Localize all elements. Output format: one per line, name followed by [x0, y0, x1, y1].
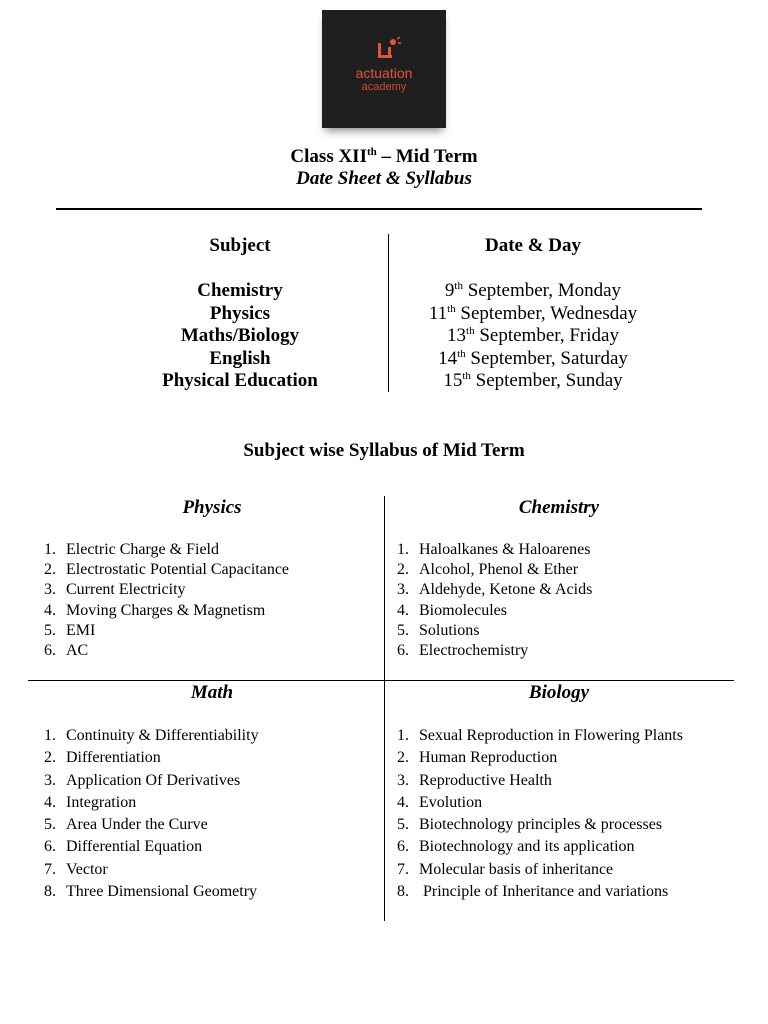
- topic-number: 8.: [397, 883, 409, 901]
- topic-number: 8.: [44, 883, 56, 901]
- date-ordinal-suffix: th: [454, 280, 463, 292]
- topic-item: [397, 621, 592, 641]
- topic-text: Differential Equation: [66, 838, 203, 856]
- topic-item: [44, 621, 289, 641]
- topic-text: Area Under the Curve: [66, 816, 208, 834]
- topic-text: Principle of Inheritance and variations: [419, 883, 669, 901]
- date-sheet-subject: English: [209, 347, 271, 369]
- date-day-number: 9: [444, 280, 455, 301]
- title-suffix: – Mid Term: [376, 146, 478, 167]
- date-sheet-date: [388, 370, 678, 393]
- topic-number: 7.: [397, 860, 409, 878]
- topic-number: 2.: [397, 749, 409, 767]
- date-month-weekday: September, Sunday: [470, 370, 623, 391]
- topic-number: 4.: [44, 793, 56, 811]
- topic-item: [397, 747, 683, 769]
- topic-item: [44, 792, 259, 814]
- syllabus-title: Subject wise Syllabus of Mid Term: [243, 440, 525, 461]
- date-sheet-subject-column: [90, 280, 390, 393]
- topic-text: Solutions: [419, 621, 480, 639]
- topic-item: [397, 814, 683, 836]
- topic-item: [397, 540, 592, 560]
- topic-item: [44, 859, 259, 881]
- topic-number: 4.: [397, 793, 409, 811]
- topic-item: [397, 881, 683, 903]
- syllabus-horizontal-divider: [28, 680, 734, 681]
- topic-number: 2.: [397, 561, 409, 579]
- topic-text: Haloalkanes & Haloarenes: [419, 541, 591, 558]
- date-day-number: 15: [443, 370, 463, 391]
- topic-number: 5.: [44, 816, 56, 834]
- date-sheet-subject: Physical Education: [162, 370, 318, 391]
- topic-number: 6.: [44, 642, 56, 660]
- biology-topic-list: [397, 725, 683, 903]
- topic-text: Biotechnology principles & processes: [419, 816, 663, 834]
- topic-text: Application Of Derivatives: [66, 771, 241, 789]
- topic-item: [44, 540, 289, 560]
- topic-text: Vector: [66, 860, 108, 878]
- chemistry-topic-list: [397, 540, 592, 661]
- math-topic-list: [44, 725, 259, 903]
- topic-item: [397, 580, 592, 600]
- topic-text: Molecular basis of inheritance: [419, 860, 614, 878]
- topic-item: [44, 725, 259, 747]
- topic-number: 1.: [44, 541, 56, 558]
- topic-number: 5.: [397, 621, 409, 639]
- date-sheet-date: [388, 348, 678, 371]
- date-month-weekday: September, Monday: [462, 280, 622, 301]
- topic-number: 3.: [44, 771, 56, 789]
- topic-number: 3.: [44, 581, 56, 599]
- topic-item: [44, 836, 259, 858]
- topic-text: Human Reproduction: [419, 749, 558, 767]
- date-sheet-subject: Maths/Biology: [180, 325, 300, 346]
- academy-logo: [322, 10, 446, 128]
- date-sheet-date: [388, 325, 678, 348]
- date-month-weekday: September, Friday: [474, 325, 619, 346]
- date-sheet-date-column: [388, 280, 678, 393]
- date-sheet-date-header: Date & Day: [484, 235, 582, 256]
- page-title: [0, 146, 768, 168]
- date-month-weekday: September, Saturday: [465, 347, 628, 369]
- topic-text: Electric Charge & Field: [66, 541, 219, 558]
- topic-item: [44, 747, 259, 769]
- topic-number: 2.: [44, 749, 56, 767]
- topic-number: 1.: [44, 727, 56, 744]
- date-sheet-subject: Physics: [209, 302, 271, 324]
- date-day-number: 14: [438, 347, 458, 369]
- logo-name: actuation: [355, 65, 413, 81]
- topic-text: Biotechnology and its application: [419, 838, 635, 856]
- topic-text: Current Electricity: [66, 581, 186, 599]
- topic-text: EMI: [66, 621, 96, 639]
- topic-item: [397, 792, 683, 814]
- topic-text: Alcohol, Phenol & Ether: [419, 561, 579, 579]
- logo-subtitle: academy: [361, 81, 407, 93]
- topic-number: 5.: [44, 621, 56, 639]
- physics-heading: Physics: [182, 497, 242, 518]
- topic-number: 6.: [44, 838, 56, 856]
- topic-item: [44, 814, 259, 836]
- date-ordinal-suffix: th: [466, 325, 475, 337]
- topic-number: 4.: [44, 601, 56, 619]
- math-heading: Math: [190, 682, 234, 703]
- physics-topic-list: [44, 540, 289, 661]
- topic-text: Aldehyde, Ketone & Acids: [419, 581, 593, 599]
- date-sheet-subject: Chemistry: [197, 280, 283, 301]
- date-month-weekday: September, Wednesday: [455, 302, 638, 324]
- topic-item: [397, 725, 683, 747]
- topic-number: 1.: [397, 727, 409, 744]
- topic-text: Moving Charges & Magnetism: [66, 601, 266, 619]
- topic-text: Integration: [66, 793, 137, 811]
- date-day-number: 11: [428, 302, 448, 324]
- student-lightbulb-icon: [376, 37, 402, 63]
- date-ordinal-suffix: th: [447, 302, 456, 315]
- topic-number: 7.: [44, 860, 56, 878]
- topic-text: AC: [66, 642, 89, 660]
- date-ordinal-suffix: th: [462, 370, 471, 382]
- topic-text: Biomolecules: [419, 601, 507, 619]
- title-superscript: th: [366, 146, 377, 158]
- topic-item: [397, 836, 683, 858]
- topic-number: 6.: [397, 642, 409, 660]
- date-ordinal-suffix: th: [457, 347, 466, 360]
- topic-number: 4.: [397, 601, 409, 619]
- topic-text: Reproductive Health: [419, 771, 552, 789]
- topic-item: [44, 580, 289, 600]
- topic-text: Three Dimensional Geometry: [66, 883, 258, 901]
- date-sheet-date: [388, 303, 678, 326]
- topic-number: 1.: [397, 541, 409, 558]
- topic-text: Electrochemistry: [419, 642, 529, 660]
- topic-item: [397, 770, 683, 792]
- topic-item: [44, 641, 289, 661]
- chemistry-heading: Chemistry: [518, 497, 600, 518]
- date-sheet-subject-header: Subject: [209, 235, 271, 256]
- topic-number: 6.: [397, 838, 409, 856]
- topic-item: [44, 881, 259, 903]
- date-day-number: 13: [447, 325, 467, 346]
- topic-text: Sexual Reproduction in Flowering Plants: [419, 727, 683, 744]
- topic-text: Differentiation: [66, 749, 161, 767]
- topic-item: [44, 560, 289, 580]
- topic-item: [44, 601, 289, 621]
- topic-item: [397, 859, 683, 881]
- topic-number: 2.: [44, 561, 56, 579]
- page-subtitle: Date Sheet & Syllabus: [296, 168, 472, 189]
- syllabus-vertical-divider: [384, 496, 385, 921]
- topic-item: [397, 601, 592, 621]
- date-sheet-date: [388, 280, 678, 303]
- topic-text: Evolution: [419, 793, 483, 811]
- topic-item: [44, 770, 259, 792]
- topic-number: 3.: [397, 771, 409, 789]
- topic-text: Continuity & Differentiability: [66, 727, 259, 744]
- biology-heading: Biology: [528, 682, 590, 703]
- topic-number: 5.: [397, 816, 409, 834]
- title-prefix: Class XII: [290, 146, 367, 167]
- header-divider: [56, 208, 702, 210]
- topic-item: [397, 560, 592, 580]
- topic-text: Electrostatic Potential Capacitance: [66, 561, 290, 579]
- topic-item: [397, 641, 592, 661]
- topic-number: 3.: [397, 581, 409, 599]
